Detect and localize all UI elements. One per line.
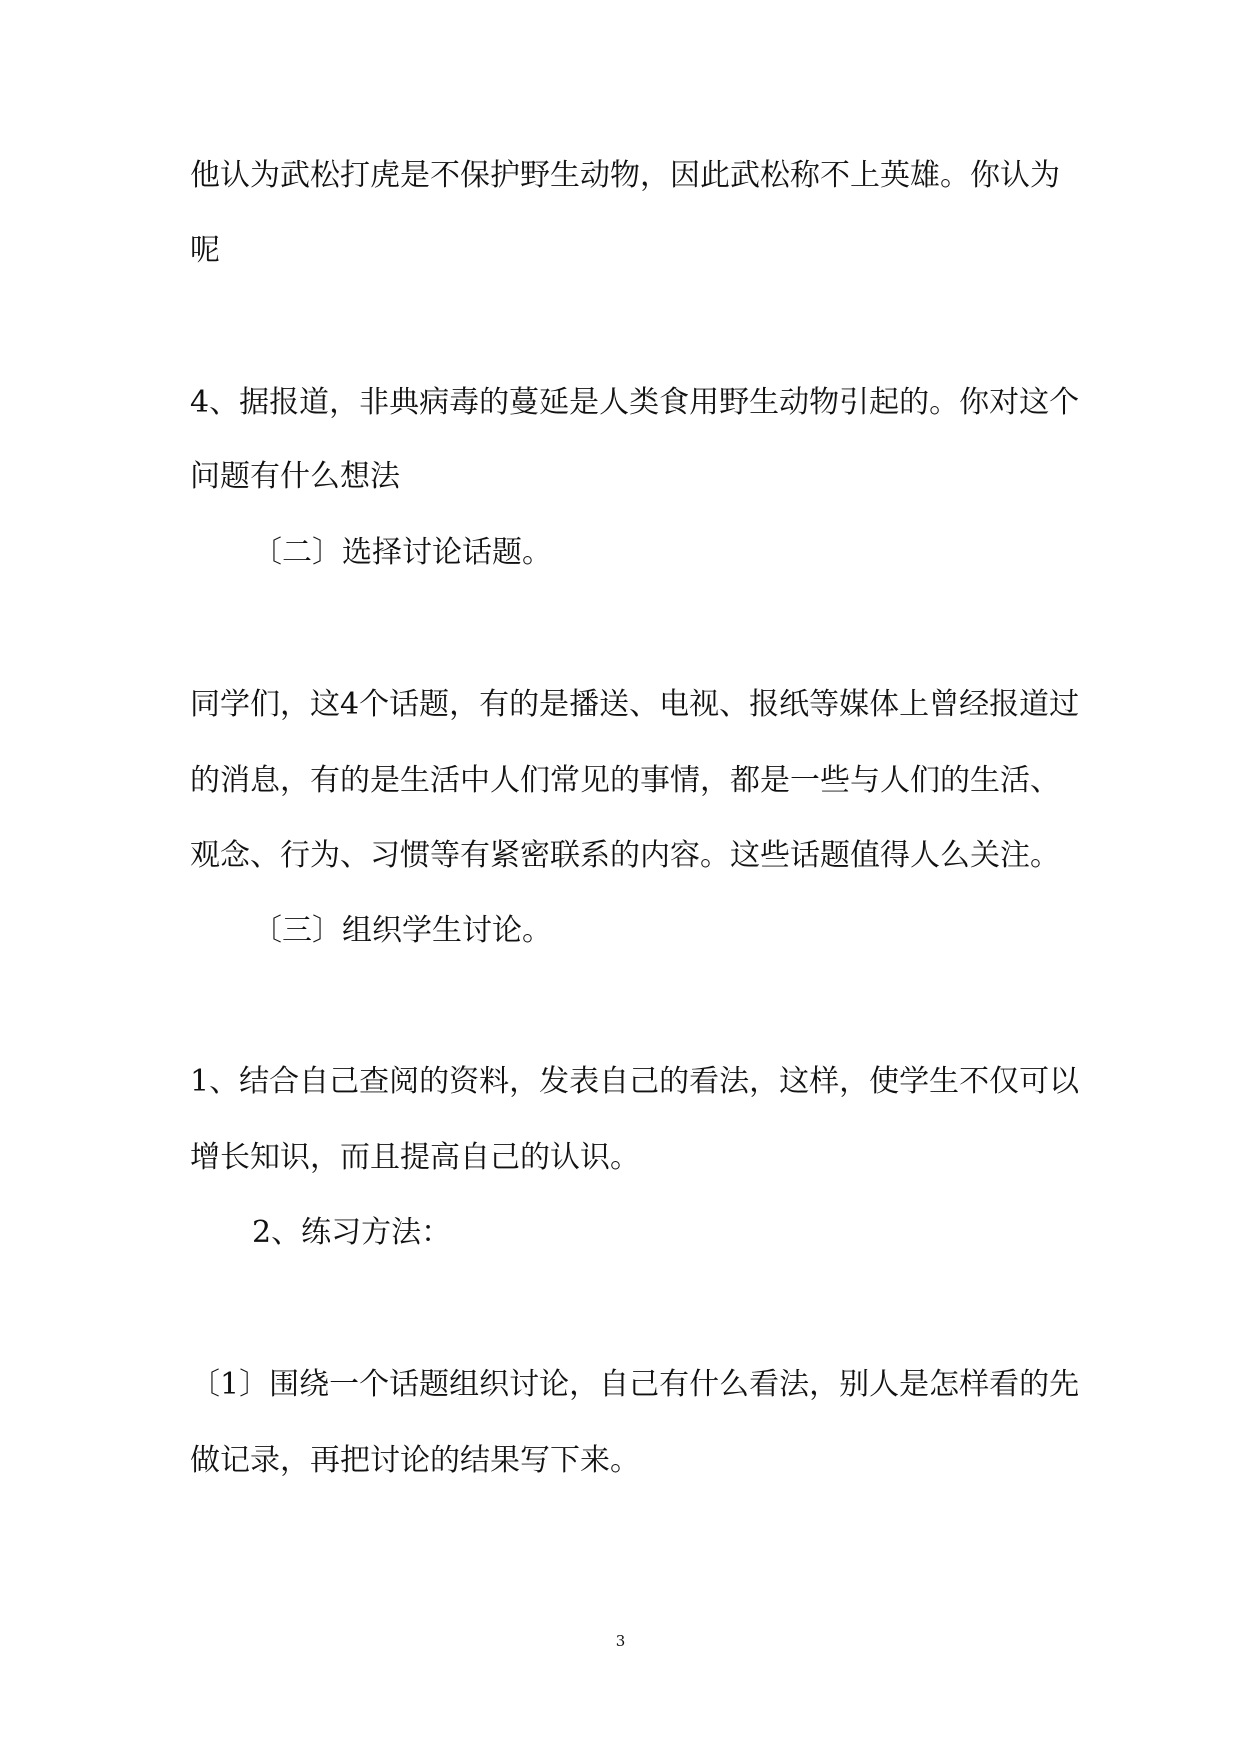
text-line: 增长知识，而且提高自己的认识。	[190, 1140, 640, 1175]
text-line: 4、据报道，非典病毒的蔓延是人类食用野生动物引起的。你对这个	[190, 385, 1080, 420]
text-line: 同学们，这4个话题，有的是播送、电视、报纸等媒体上曾经报道过	[190, 687, 1080, 722]
text-line: 1、结合自己查阅的资料，发表自己的看法，这样，使学生不仅可以	[190, 1064, 1080, 1099]
text-line: 〔1〕围绕一个话题组织讨论，自己有什么看法，别人是怎样看的先	[190, 1367, 1080, 1402]
text-line: 做记录，再把讨论的结果写下来。	[190, 1443, 640, 1478]
section-heading: 〔二〕选择讨论话题。	[252, 535, 552, 570]
list-item-heading: 2、练习方法：	[252, 1215, 452, 1250]
text-line: 观念、行为、习惯等有紧密联系的内容。这些话题值得人么关注。	[190, 838, 1060, 873]
text-line: 的消息，有的是生活中人们常见的事情，都是一些与人们的生活、	[190, 763, 1060, 798]
text-line: 呢	[190, 233, 220, 268]
section-heading: 〔三〕组织学生讨论。	[252, 913, 552, 948]
text-line: 他认为武松打虎是不保护野生动物，因此武松称不上英雄。你认为	[190, 158, 1060, 193]
text-line: 问题有什么想法	[190, 459, 400, 494]
page-number: 3	[615, 1632, 626, 1650]
